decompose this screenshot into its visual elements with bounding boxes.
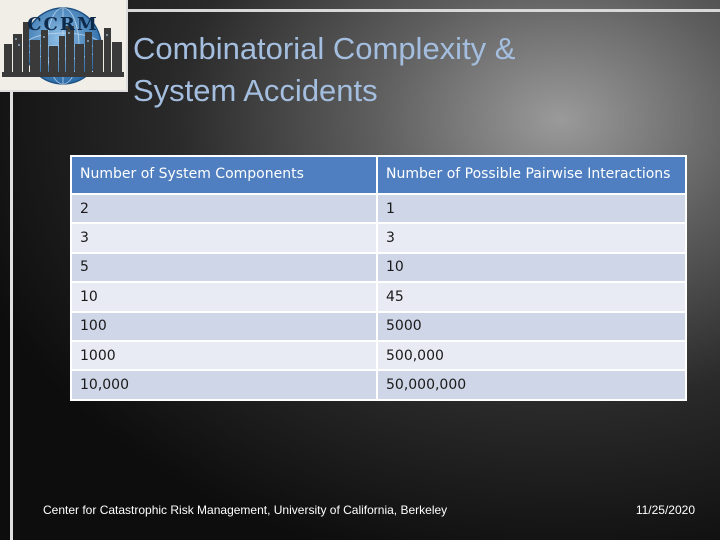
table-header-row bbox=[71, 156, 686, 194]
interactions-cell: 45 bbox=[377, 282, 686, 311]
components-cell: 10 bbox=[71, 282, 377, 311]
ccrm-logo bbox=[0, 0, 128, 92]
complexity-table bbox=[70, 155, 687, 401]
table-row bbox=[71, 282, 686, 311]
city-globe-icon bbox=[0, 0, 126, 90]
components-cell: 1000 bbox=[71, 341, 377, 370]
table-row bbox=[71, 370, 686, 399]
left-rule bbox=[10, 92, 13, 540]
components-cell: 10,000 bbox=[71, 370, 377, 399]
components-cell: 2 bbox=[71, 194, 377, 223]
interactions-cell: 10 bbox=[377, 253, 686, 282]
logo-text: CCRM bbox=[27, 14, 99, 35]
slide-title bbox=[133, 28, 515, 112]
table-row bbox=[71, 341, 686, 370]
table-row bbox=[71, 223, 686, 252]
interactions-cell: 50,000,000 bbox=[377, 370, 686, 399]
top-rule bbox=[128, 9, 720, 12]
column-header-components: Number of System Components bbox=[71, 156, 377, 194]
components-cell: 5 bbox=[71, 253, 377, 282]
table-row bbox=[71, 253, 686, 282]
title-line-1: Combinatorial Complexity & bbox=[133, 31, 516, 66]
column-header-interactions: Number of Possible Pairwise Interactions bbox=[377, 156, 686, 194]
footer-org: Center for Catastrophic Risk Management, University of California, Berkeley bbox=[43, 503, 448, 517]
title-line-2: System Accidents bbox=[133, 73, 378, 108]
table-row bbox=[71, 194, 686, 223]
interactions-cell: 5000 bbox=[377, 312, 686, 341]
interactions-cell: 3 bbox=[377, 223, 686, 252]
table-row bbox=[71, 312, 686, 341]
interactions-cell: 1 bbox=[377, 194, 686, 223]
footer-date: 11/25/2020 bbox=[635, 503, 695, 517]
components-cell: 100 bbox=[71, 312, 377, 341]
components-cell: 3 bbox=[71, 223, 377, 252]
interactions-cell: 500,000 bbox=[377, 341, 686, 370]
